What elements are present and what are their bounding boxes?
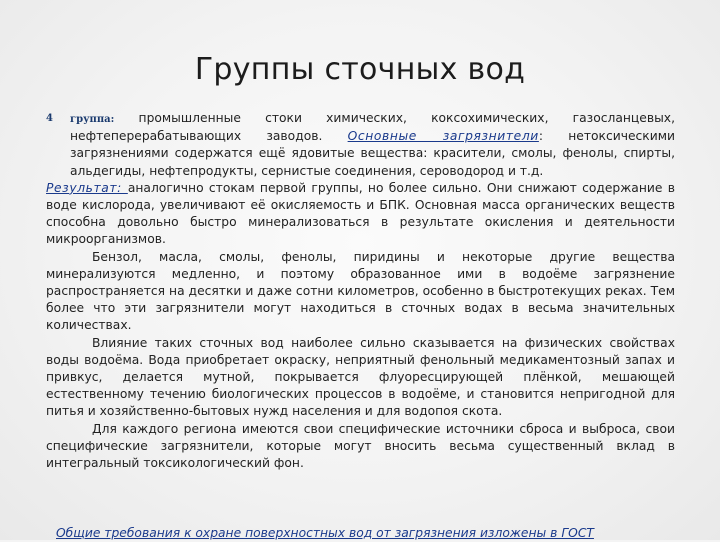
bullet-text-before-link: промышленные стоки химических, коксохимических, газосланцевых, нефтеперерабатывающих заводов. xyxy=(70,111,675,144)
paragraph-region: Для каждого региона имеются свои специфические источники сброса и выброса, свои специфические загрязнители, которые могут вносить весьма существенный вклад в интегральный токсикологический фон. xyxy=(46,421,675,471)
bullet-text xyxy=(70,110,675,180)
slide-content xyxy=(46,110,675,472)
result-link[interactable]: Результат: xyxy=(46,180,128,195)
result-paragraph xyxy=(46,180,675,249)
group-label: группа: xyxy=(70,114,115,125)
paragraph-influence: Влияние таких сточных вод наиболее сильно сказывается на физических свойствах воды водоёма. Вода приобретает окраску, неприятный фенольный медикаментозный запах и привкус, делается мутной, покрывается флуоресцирующей плёнкой, мешающей естественному течению биологических процессов в водоёме, и становится непригодной для питья и хозяйственно-бытовых нужд населения и для водопоя скота. xyxy=(46,335,675,419)
slide-title: Группы сточных вод xyxy=(194,52,526,87)
bullet-item xyxy=(46,110,675,180)
paragraph-benzene: Бензол, масла, смолы, фенолы, пиридины и некоторые другие вещества минерализуются медленно, и поэтому образованное ими в водоёме загрязнение распространяется на десятки и даже сотни километров, особенно в быстротекущих реках. Тем более что эти загрязнители могут находиться в сточных водах в весьма значительных количествах. xyxy=(46,249,675,333)
gost-link[interactable]: Общие требования к охране поверхностных вод от загрязнения изложены в ГОСТ xyxy=(56,526,594,540)
pollutants-link[interactable]: Основные загрязнители xyxy=(347,129,539,144)
bullet-text-after-link: : нетоксическими загрязнениями содержатся ещё ядовитые вещества: красители, смолы, фенолы, спирты, альдегиды, нефтепродукты, сернистые соединения, сероводород и т.д. xyxy=(70,129,675,178)
result-text: аналогично стокам первой группы, но более сильно. Они снижают содержание в воде кислорода, увеличивают её окисляемость и БПК. Основная масса органических веществ способна довольно быстро минерализоваться в результате окисления и деятельности микроорганизмов. xyxy=(46,180,675,247)
bullet-marker: 4 xyxy=(46,113,53,124)
